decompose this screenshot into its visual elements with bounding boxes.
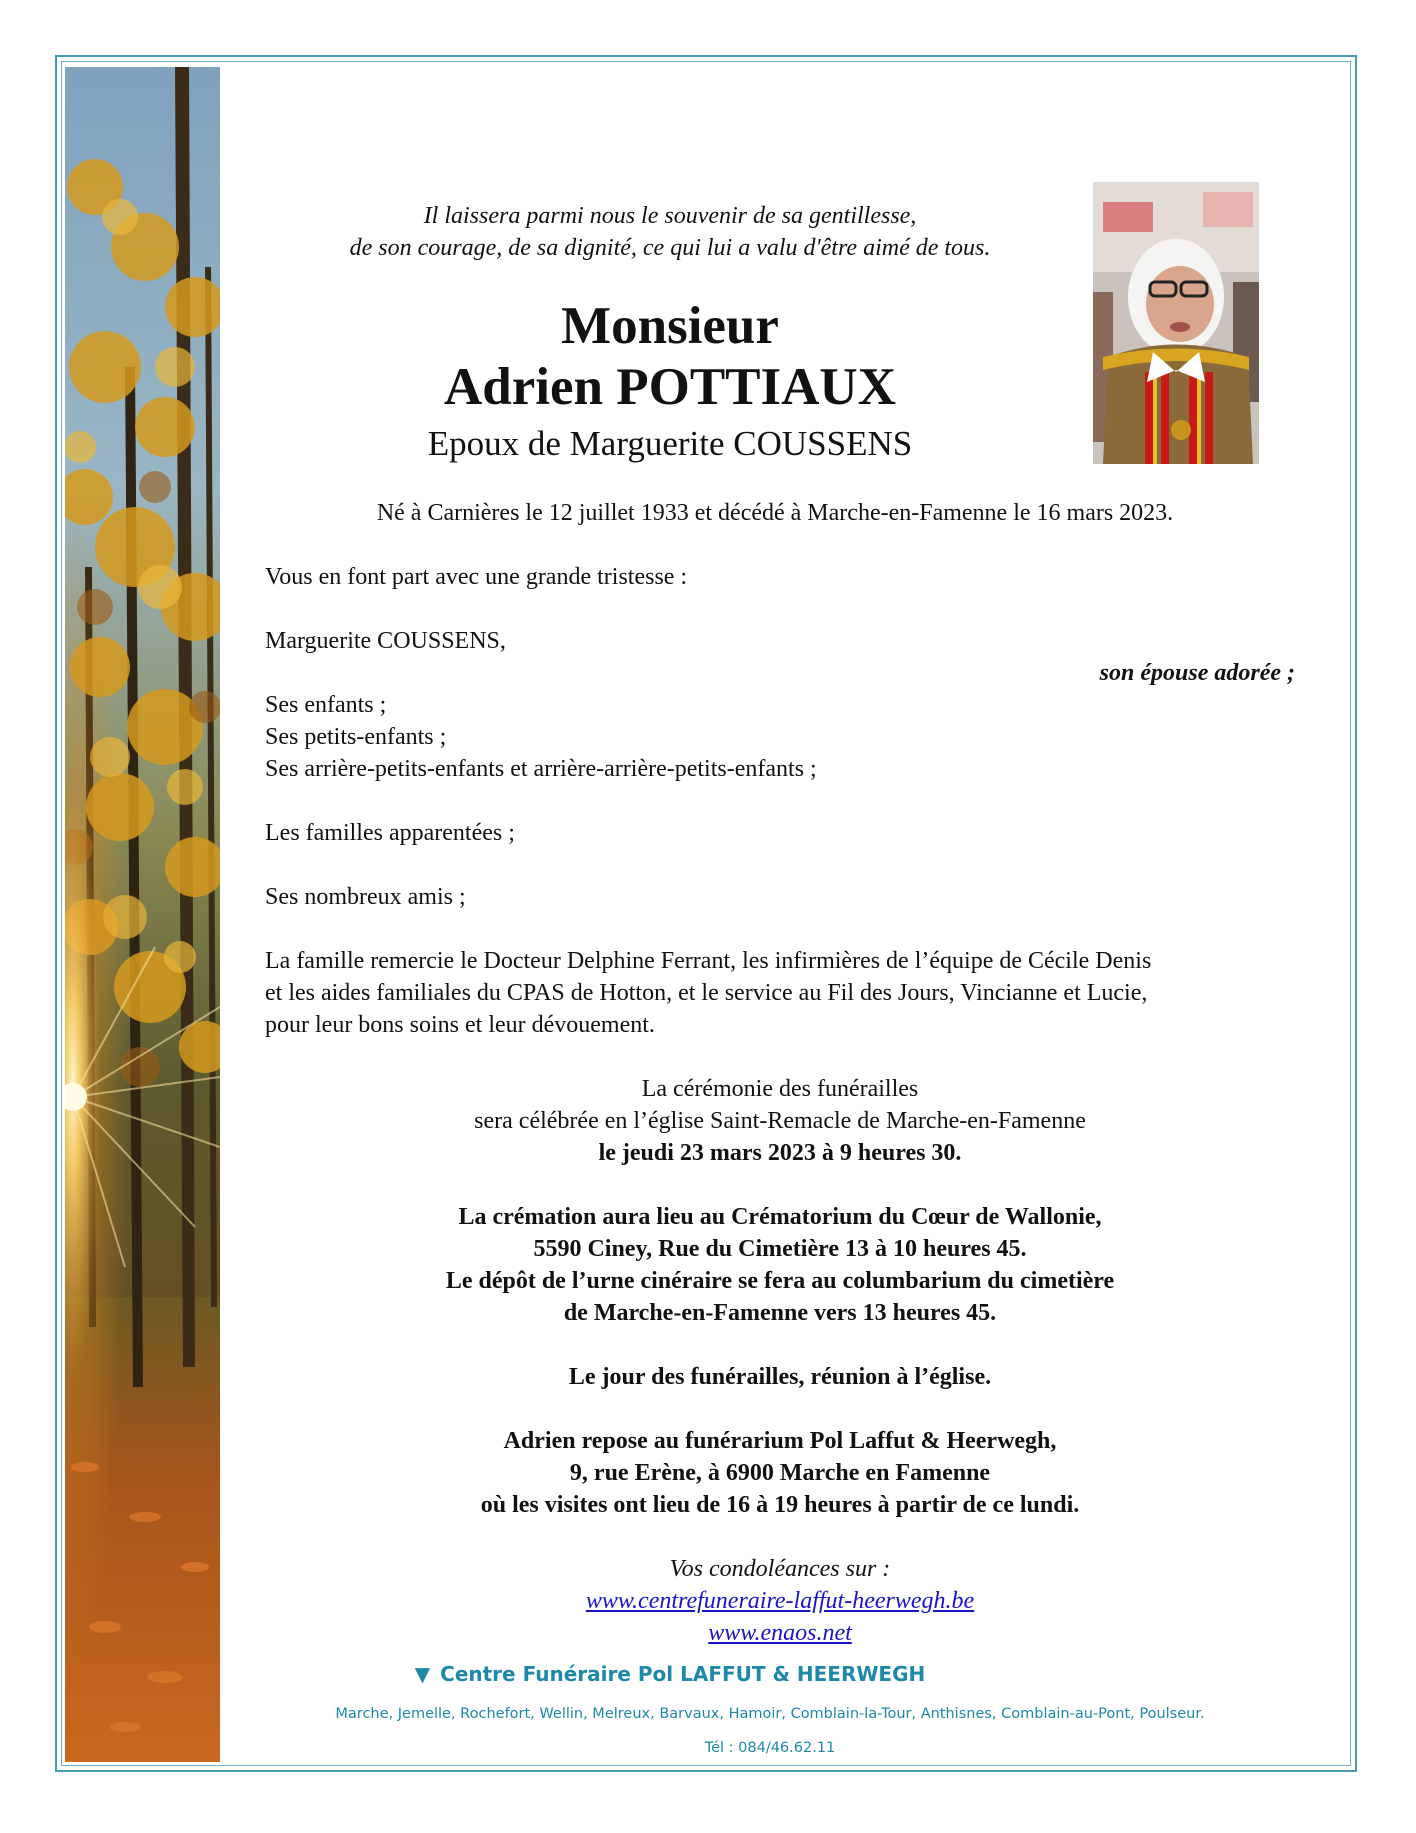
- friends: Ses nombreux amis ;: [265, 884, 466, 910]
- visitation-line: où les visites ont lieu de 16 à 19 heures à partir de ce lundi.: [480, 1492, 1080, 1518]
- spouse-role: son épouse adorée ;: [1099, 660, 1295, 686]
- visitation-line: 9, rue Erène, à 6900 Marche en Famenne: [569, 1460, 991, 1486]
- announcement-intro: Vous en font part avec une grande tristesse :: [265, 564, 688, 590]
- funeral-home-label: Centre Funéraire Pol LAFFUT & HEERWEGH: [440, 1662, 926, 1686]
- thanks-paragraph: [265, 945, 1151, 1041]
- ceremony-date: le jeudi 23 mars 2023 à 9 heures 30.: [598, 1140, 962, 1166]
- quote-line-1: Il laissera parmi nous le souvenir de sa gentillesse,: [423, 203, 917, 229]
- ceremony-block: [250, 1073, 1310, 1169]
- cremation-block: [250, 1201, 1310, 1329]
- spouse-name: Marguerite COUSSENS,: [265, 628, 506, 654]
- family-item: Ses petits-enfants ;: [265, 724, 447, 750]
- visitation-block: [250, 1425, 1310, 1521]
- family-list: [265, 689, 817, 785]
- funeral-home-name: [250, 1662, 1090, 1686]
- condolences-block: [250, 1553, 1310, 1649]
- cremation-line: La crémation aura lieu au Crématorium du Cœur de Wallonie,: [458, 1204, 1102, 1230]
- spouse-line: Epoux de Marguerite COUSSENS: [427, 424, 913, 463]
- reunion-line: Le jour des funérailles, réunion à l’église.: [568, 1364, 992, 1390]
- funeral-home-locations: Marche, Jemelle, Rochefort, Wellin, Melreux, Barvaux, Hamoir, Comblain-la-Tour, Anthisnes, Comblain-au-Pont, Poulseur.: [335, 1706, 1205, 1722]
- thanks-line: La famille remercie le Docteur Delphine Ferrant, les infirmières de l’équipe de Cécile Denis: [265, 948, 1152, 974]
- deceased-name: Adrien POTTIAUX: [443, 358, 896, 416]
- portrait-photo: [1093, 182, 1259, 464]
- quote-line-2: de son courage, de sa dignité, ce qui lui a valu d'être aimé de tous.: [349, 235, 991, 261]
- cremation-line: 5590 Ciney, Rue du Cimetière 13 à 10 heures 45.: [533, 1236, 1027, 1262]
- triangle-down-icon: ▼: [414, 1662, 431, 1686]
- ceremony-line-1: La cérémonie des funérailles: [641, 1076, 919, 1102]
- thanks-line: et les aides familiales du CPAS de Hotton, et le service au Fil des Jours, Vincianne et Lucie,: [265, 980, 1148, 1006]
- condolences-link-enaos[interactable]: www.enaos.net: [708, 1620, 852, 1646]
- family-item: Ses arrière-petits-enfants et arrière-arrière-petits-enfants ;: [265, 756, 817, 782]
- relatives: Les familles apparentées ;: [265, 820, 515, 846]
- honorific: Monsieur: [561, 297, 779, 355]
- funeral-home-phone: Tél : 084/46.62.11: [704, 1740, 836, 1756]
- cremation-line: Le dépôt de l’urne cinéraire se fera au columbarium du cimetière: [445, 1268, 1115, 1294]
- cremation-line: de Marche-en-Famenne vers 13 heures 45.: [563, 1300, 997, 1326]
- family-item: Ses enfants ;: [265, 692, 387, 718]
- visitation-line: Adrien repose au funérarium Pol Laffut & Heerwegh,: [503, 1428, 1057, 1454]
- condolences-label: Vos condoléances sur :: [669, 1556, 891, 1582]
- life-dates: Né à Carnières le 12 juillet 1933 et décédé à Marche-en-Famenne le 16 mars 2023.: [376, 500, 1174, 526]
- opening-quote: [250, 200, 1090, 264]
- thanks-line: pour leur bons soins et leur dévouement.: [265, 1012, 655, 1038]
- autumn-forest-photo: [65, 67, 220, 1762]
- condolences-link-laffut[interactable]: www.centrefuneraire-laffut-heerwegh.be: [585, 1588, 975, 1614]
- ceremony-line-2: sera célébrée en l’église Saint-Remacle de Marche-en-Famenne: [474, 1108, 1086, 1134]
